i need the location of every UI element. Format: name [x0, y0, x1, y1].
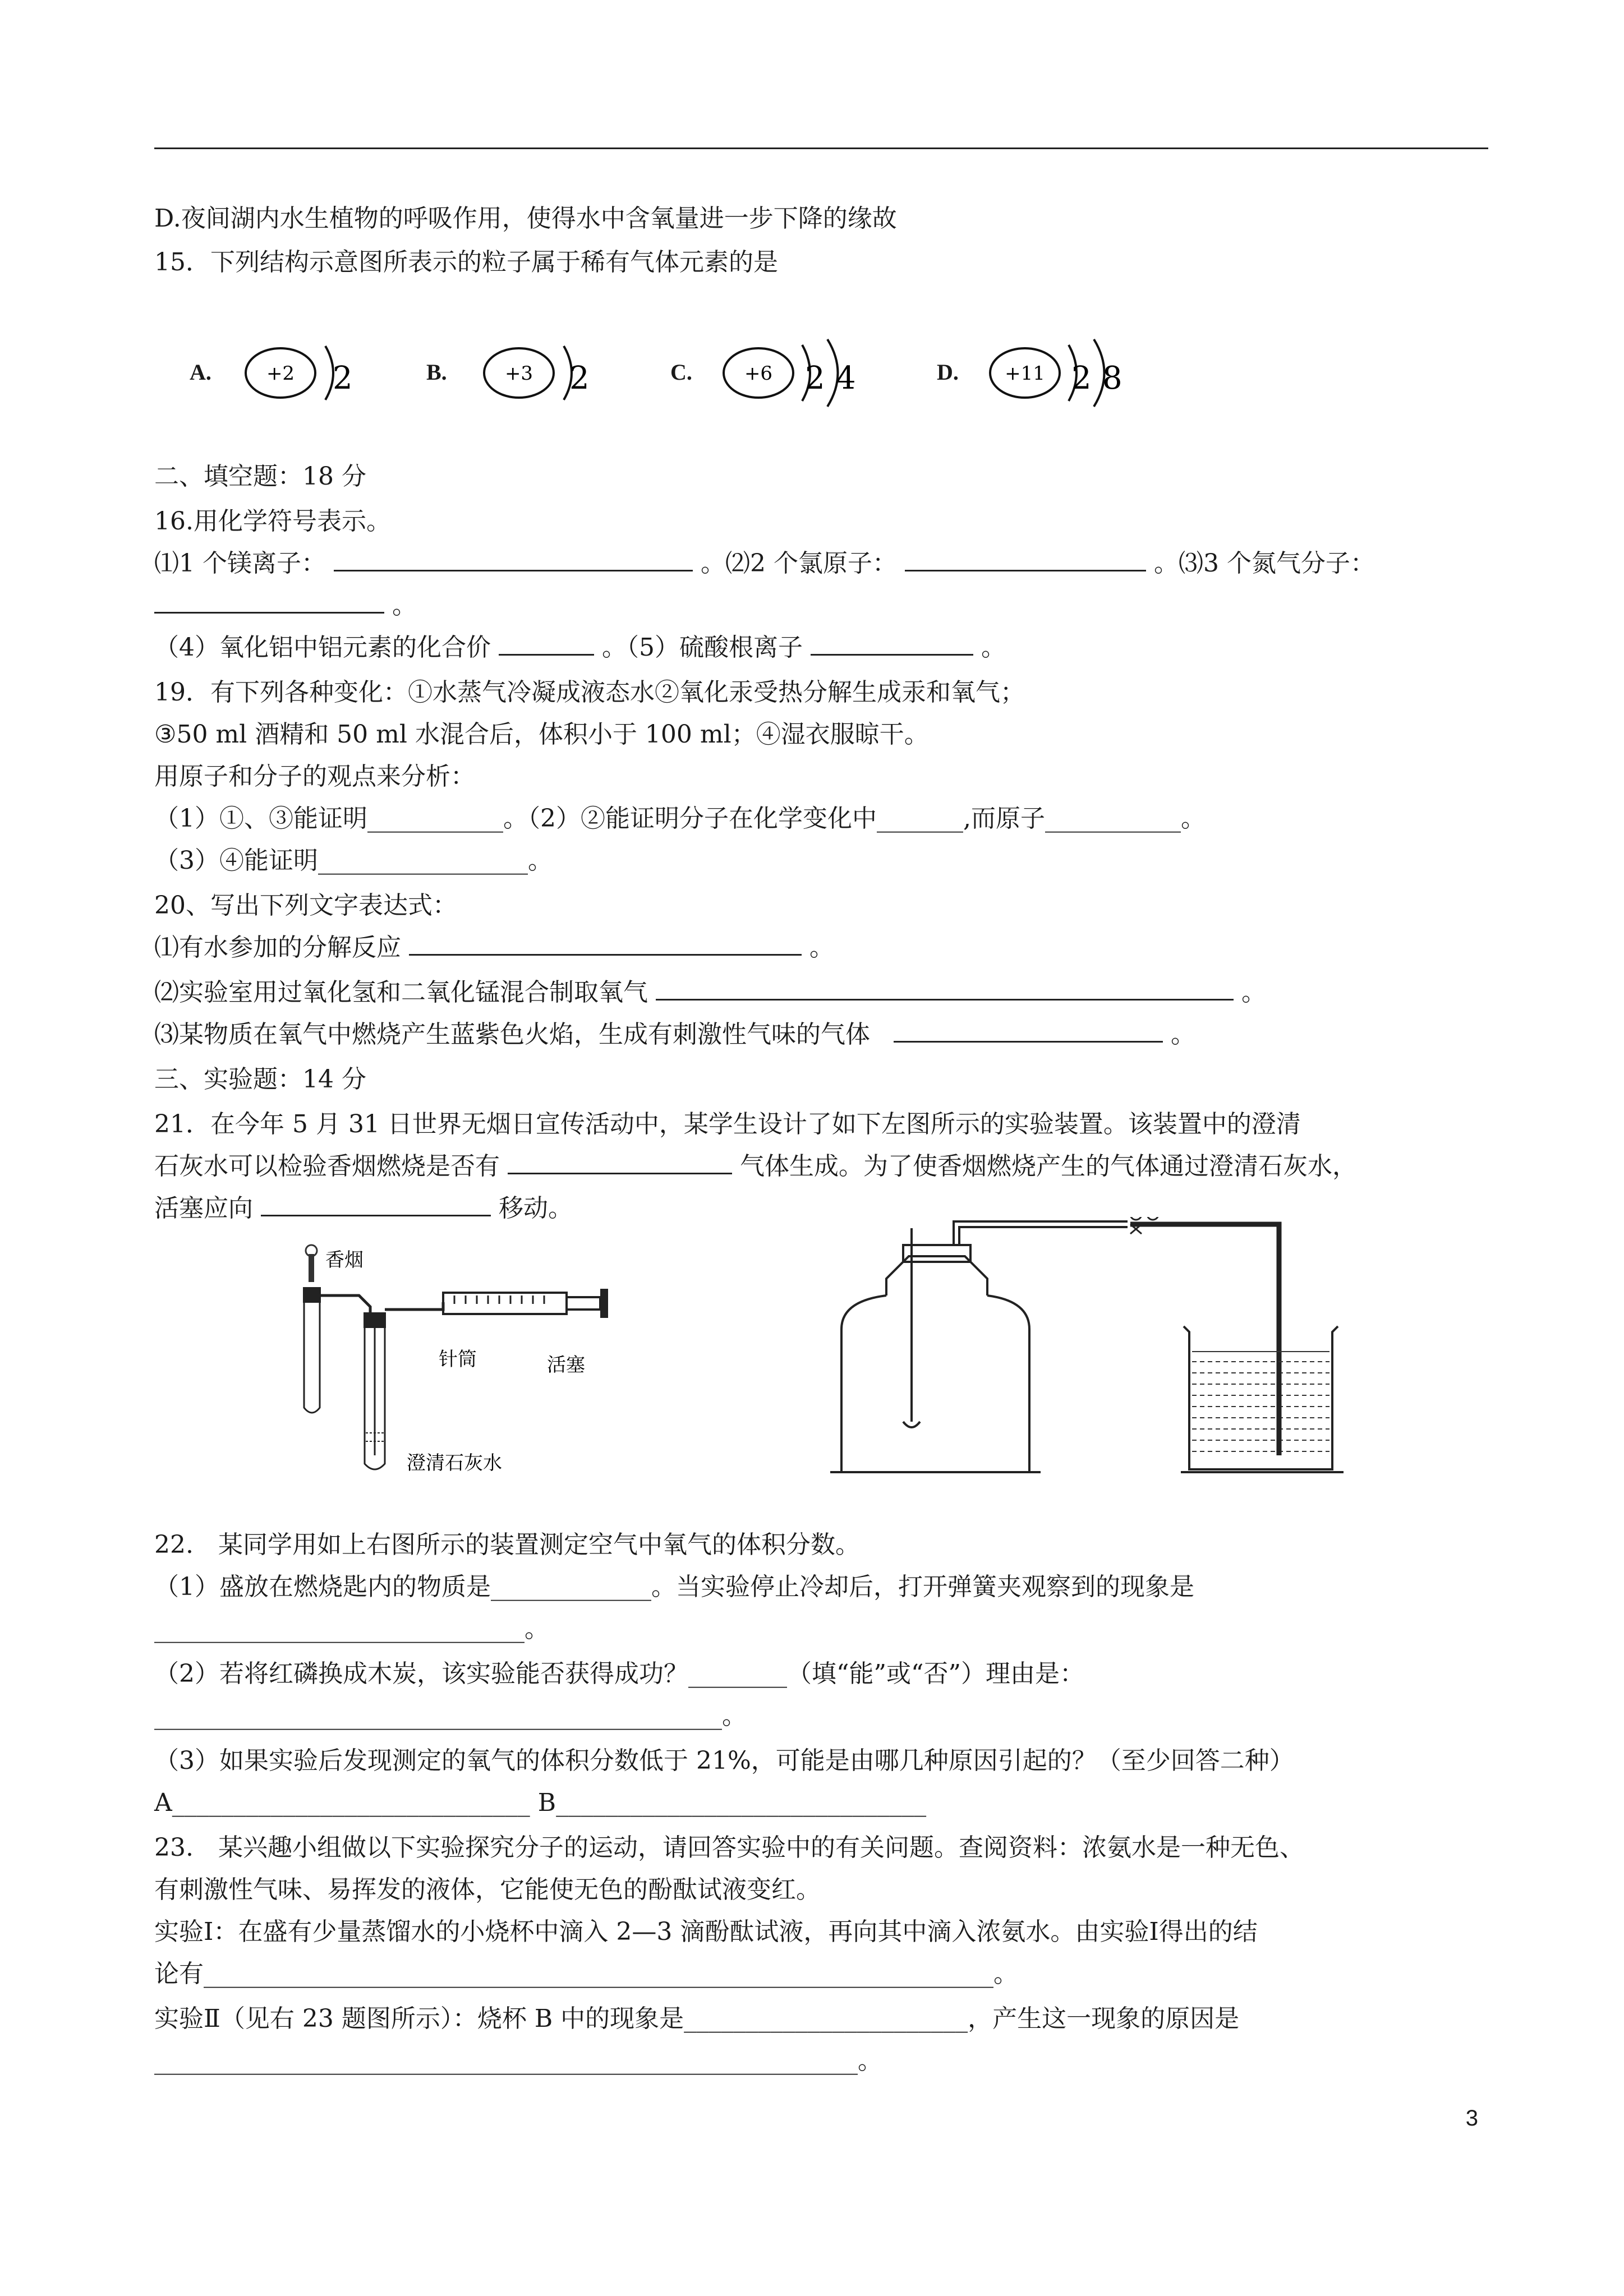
question-20: 20、写出下列文字表达式：	[154, 891, 457, 920]
q16-5-text: 。（5）硫酸根离子	[602, 633, 803, 662]
question-20-2	[154, 976, 1266, 1009]
q20-2-end: 。	[1241, 978, 1266, 1007]
q20-3-blank[interactable]	[894, 1018, 1163, 1043]
atom-a-shell-1: 2	[333, 360, 353, 397]
question-22-1-answer: ______________________________。	[154, 1615, 549, 1643]
plunger-label: 活塞	[547, 1354, 585, 1376]
cigarette-label: 香烟	[325, 1249, 364, 1271]
stopper-1	[303, 1287, 321, 1303]
atom-d-shell-2: 8	[1102, 360, 1122, 397]
q16-5-blank[interactable]	[811, 631, 973, 656]
question-20-3	[154, 1018, 1195, 1052]
question-21: 21．在今年 5 月 31 日世界无烟日宣传活动中，某学生设计了如下左图所示的实验装置。该装置中的澄清	[154, 1110, 1301, 1138]
question-16-line2	[154, 589, 417, 623]
figure-cigarette-apparatus	[292, 1239, 673, 1503]
question-16: 16.用化学符号表示。	[154, 507, 391, 536]
atom-a-nucleus: +2	[266, 362, 295, 385]
atom-c-label: C.	[670, 359, 692, 385]
collecting-bottle	[841, 1295, 1029, 1472]
question-16-line1	[154, 547, 1375, 580]
question-19-line5: （3）④能证明_________________。	[154, 846, 553, 875]
atom-d-diagram	[984, 336, 1153, 409]
question-22-3-answer: A_____________________________ B______________________________	[154, 1788, 927, 1817]
q20-3-text: ⑶某物质在氧气中燃烧产生蓝紫色火焰，生成有刺激性气味的气体	[154, 1020, 870, 1049]
atom-d-nucleus: +11	[1005, 362, 1045, 385]
beaker	[1184, 1326, 1338, 1469]
atom-b-nucleus: +3	[504, 362, 533, 385]
q21-direction-blank[interactable]	[261, 1192, 491, 1216]
syringe-plunger	[567, 1297, 600, 1310]
question-19: 19．有下列各种变化：①水蒸气冷凝成液态水②氧化汞受热分解生成汞和氧气；	[154, 678, 1025, 707]
q16-4-blank[interactable]	[499, 631, 594, 656]
question-23-line4: 论有________________________________________________________________。	[154, 1960, 1018, 1988]
question-21-line2	[154, 1150, 1357, 1183]
option-d-text: D.夜间湖内水生植物的呼吸作用，使得水中含氧量进一步下降的缘故	[154, 204, 897, 233]
atom-b-diagram	[480, 339, 603, 407]
atom-c-shell-2: 4	[836, 360, 856, 397]
question-23-line6: _________________________________________________________。	[154, 2046, 882, 2075]
q20-1-text: ⑴有水参加的分解反应	[154, 933, 401, 962]
q21-gas-blank[interactable]	[508, 1150, 732, 1174]
question-23-line3: 实验Ⅰ：在盛有少量蒸馏水的小烧杯中滴入 2—3 滴酚酞试液，再向其中滴入浓氨水。由实验Ⅰ得出的结	[154, 1917, 1258, 1946]
limewater-label: 澄清石灰水	[407, 1452, 502, 1474]
syringe-barrel	[443, 1293, 567, 1314]
question-19-line2: ③50 ml 酒精和 50 ml 水混合后，体积小于 100 ml；④湿衣服晾干。	[154, 720, 929, 749]
q20-2-text: ⑵实验室用过氧化氢和二氧化锰混合制取氧气	[154, 978, 648, 1007]
test-tube-1	[304, 1303, 320, 1413]
question-20-1	[154, 931, 834, 965]
syringe-label: 针筒	[439, 1348, 477, 1371]
atom-b-label: B.	[426, 359, 447, 385]
atom-c-diagram	[718, 336, 881, 409]
q16-line2-end: 。	[392, 591, 417, 620]
question-21-line3	[154, 1192, 573, 1225]
atom-b-shell-1: 2	[569, 360, 590, 397]
spring-clamp	[1130, 1217, 1142, 1220]
q16-3-text: 。⑶3 个氮气分子：	[1153, 549, 1375, 578]
section-3-heading: 三、实验题：14 分	[154, 1065, 366, 1094]
header-rule	[154, 147, 1488, 149]
q16-3-blank[interactable]	[154, 589, 384, 614]
question-19-line3: 用原子和分子的观点来分析：	[154, 762, 475, 791]
bottle-stopper	[903, 1245, 970, 1262]
q21-text-d: 移动。	[499, 1194, 573, 1223]
q21-text-b: 气体生成。为了使香烟燃烧产生的气体通过澄清石灰水，	[740, 1152, 1357, 1181]
cigarette-icon	[309, 1254, 314, 1282]
q16-2-text: 。⑵2 个氯原子：	[700, 549, 897, 578]
q16-1-text: ⑴1 个镁离子：	[154, 549, 326, 578]
question-23: 23. 某兴趣小组做以下实验探究分子的运动，请回答实验中的有关问题。查阅资料：浓氨水是一种无色、	[154, 1833, 1304, 1862]
figure-oxygen-apparatus	[819, 1217, 1481, 1486]
q21-text-c: 活塞应向	[154, 1194, 253, 1223]
atom-a-label: A.	[190, 359, 211, 385]
q16-1-blank[interactable]	[334, 547, 693, 571]
question-23-line5: 实验Ⅱ（见右 23 题图所示）：烧杯 B 中的现象是_______________________，产生这一现象的原因是	[154, 2004, 1240, 2033]
question-22: 22. 某同学用如上右图所示的装置测定空气中氧气的体积分数。	[154, 1530, 860, 1559]
q21-text-a: 石灰水可以检验香烟燃烧是否有	[154, 1152, 500, 1181]
q20-1-blank[interactable]	[409, 932, 802, 956]
atom-a-diagram	[241, 339, 365, 407]
question-23-line2: 有刺激性气味、易挥发的液体，它能使无色的酚酞试液变红。	[154, 1875, 821, 1904]
atom-d-shell-1: 2	[1071, 360, 1092, 397]
question-22-2-answer: ______________________________________________。	[154, 1702, 747, 1730]
page-number: 3	[1465, 2106, 1478, 2131]
question-16-line3	[154, 631, 1006, 665]
question-15: 15．下列结构示意图所表示的粒子属于稀有气体元素的是	[154, 248, 778, 276]
question-19-line4: （1）①、③能证明___________。（2）②能证明分子在化学变化中_______,而原子___________。	[154, 804, 1206, 833]
q16-line3-end: 。	[981, 633, 1006, 662]
q16-2-blank[interactable]	[905, 547, 1146, 571]
question-22-1: （1）盛放在燃烧匙内的物质是_____________。当实验停止冷却后，打开弹簧夹观察到的现象是	[154, 1573, 1194, 1601]
atom-c-shell-1: 2	[805, 360, 825, 397]
atom-c-nucleus: +6	[744, 362, 773, 385]
section-2-heading: 二、填空题：18 分	[154, 462, 366, 491]
question-22-3: （3）如果实验后发现测定的氧气的体积分数低于 21%，可能是由哪几种原因引起的？（至少回答二种）	[154, 1746, 1294, 1775]
q16-4-text: （4）氧化铝中铝元素的化合价	[154, 633, 491, 662]
q20-3-end: 。	[1171, 1020, 1195, 1049]
question-22-2: （2）若将红磷换成木炭，该实验能否获得成功？________（填“能”或“否”）理由是：	[154, 1659, 1084, 1688]
q20-1-end: 。	[809, 933, 834, 962]
atom-d-label: D.	[937, 359, 959, 385]
q20-2-blank[interactable]	[656, 976, 1234, 1001]
